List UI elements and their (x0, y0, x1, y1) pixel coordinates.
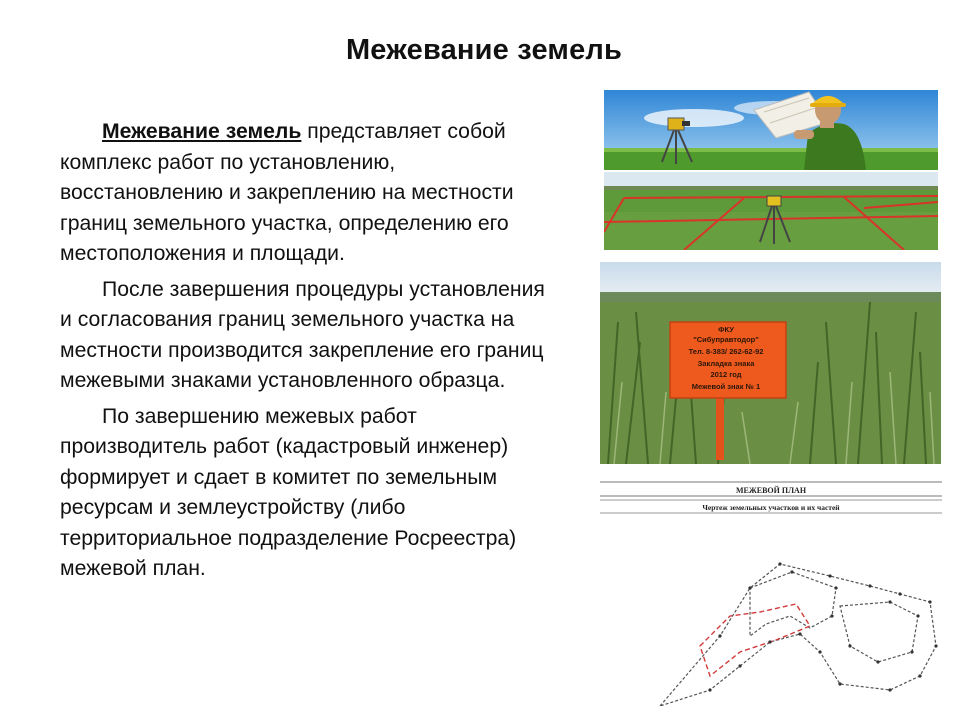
sign-line-1: ФКУ (718, 325, 734, 334)
paragraph-2: После завершения процедуры установления и согласования границ земельного участка на местности производится закрепление его границ межевыми знаками установленного образца. (60, 277, 545, 392)
survey-plan (600, 476, 942, 706)
paragraph-1-text: представляет собой комплекс работ по установлению, восстановлению и закреплению на местности границ земельного участка, определению его местоположения и площади. (60, 120, 514, 265)
field-photo (604, 172, 938, 250)
plan-header: МЕЖЕВОЙ ПЛАН (735, 486, 807, 495)
slide-title: Межевание земель (345, 34, 623, 66)
sign-line-6: Межевой знак № 1 (691, 382, 761, 391)
paragraph-3: По завершению межевых работ производитель работ (кадастровый инженер) формирует и сдает в комитет по земельным ресурсам и землеустройству (либо территориальное подразделение Росреестра) межевой план. (60, 404, 517, 580)
sign-line-5: 2012 год (710, 370, 742, 379)
sign-photo (600, 262, 941, 464)
sign-line-2: "Сибуправтодор" (693, 335, 759, 344)
plan-subheader: Чертеж земельных участков и их частей (702, 503, 840, 512)
sign-line-3: Тел. 8-383/ 262-62-92 (688, 347, 764, 356)
surveyor-photo (604, 90, 938, 170)
body-text (60, 117, 560, 590)
paragraph-1 (60, 117, 560, 270)
term-heading: Межевание земель (102, 120, 302, 143)
sign-line-4: Закладка знака (697, 359, 755, 368)
